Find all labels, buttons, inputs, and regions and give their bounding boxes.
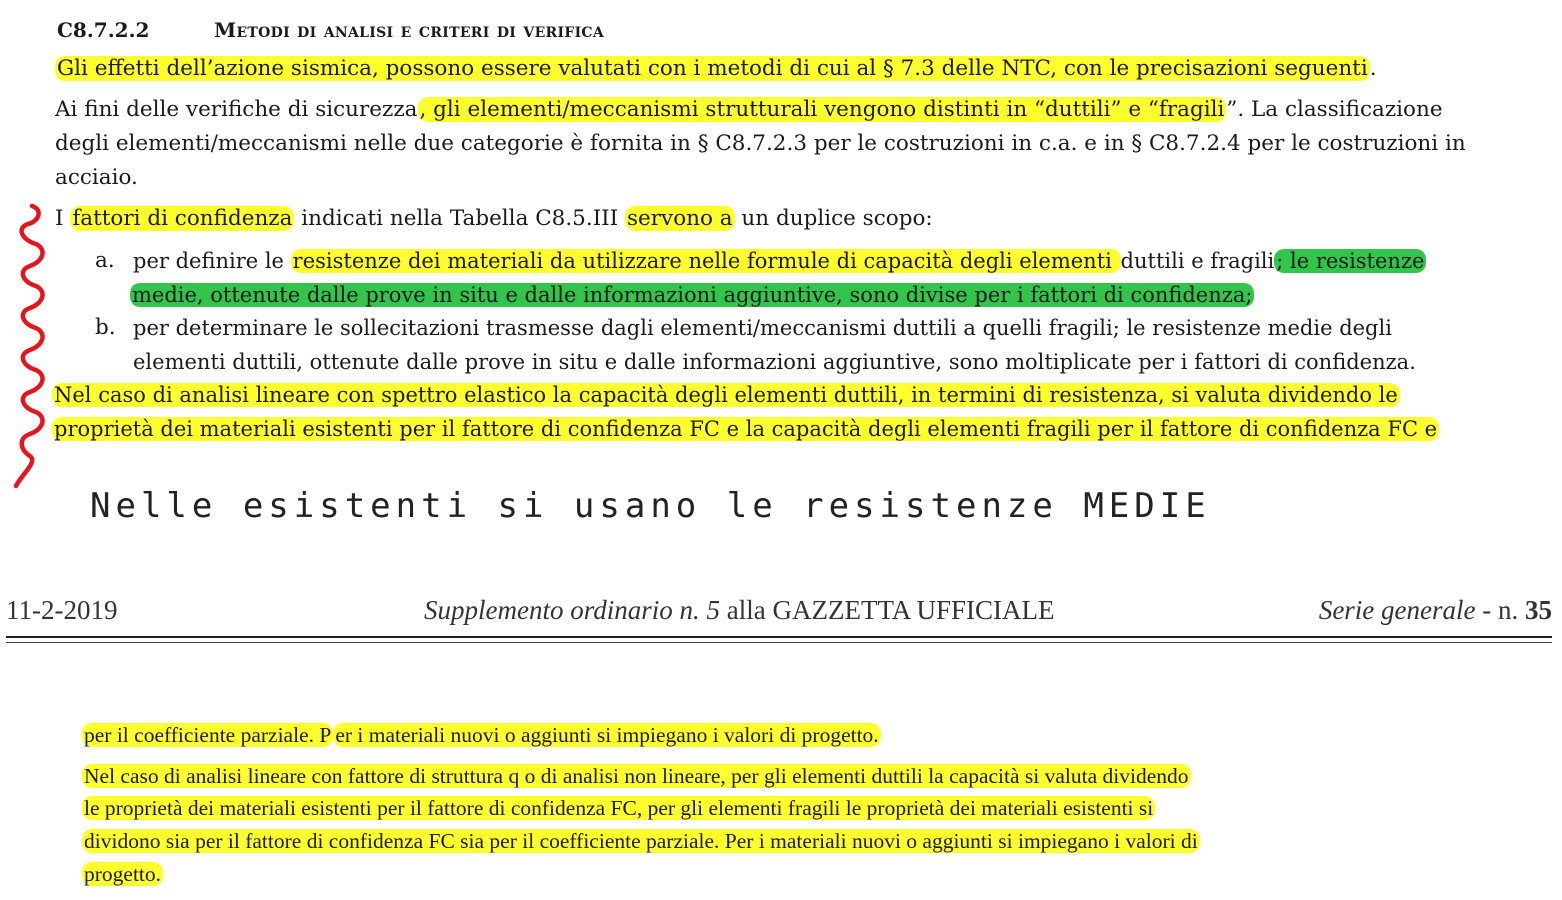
series-name: Serie generale (1318, 595, 1476, 625)
red-squiggle-annotation (8, 200, 58, 492)
publication-supplement: Supplemento ordinario n. 5 (424, 595, 720, 625)
highlight-yellow: le proprietà dei materiali esistenti per il fattore di confidenza FC, per gli elementi fragili le proprietà dei materiali esistenti si (84, 796, 1154, 820)
list-item-b-line-2: elementi duttili, ottenute dalle prove in situ e dalle informazioni aggiuntive, sono moltiplicate per i fattori di confidenza. (133, 350, 1416, 374)
footer-date: 11-2-2019 (6, 595, 118, 625)
highlight-yellow: er i materiali nuovi o aggiunti si impiegano i valori di progetto. (335, 723, 879, 747)
highlight-yellow: resistenze dei materiali da utilizzare nelle formule di capacità degli elementi (292, 249, 1119, 273)
list-item-a-line-1 (133, 244, 1426, 278)
text-span: duttili e fragili (1120, 249, 1275, 273)
page2-paragraph-line-3 (82, 825, 1200, 857)
text-span: Ai fini delle verifiche di sicurezza (55, 97, 418, 122)
text-span: indicati nella Tabella C8.5.III (294, 206, 626, 231)
annotation-note: Nelle esistenti si usano le resistenze MEDIE (90, 486, 1211, 526)
footer-rule-thick (6, 636, 1552, 638)
section-title: Metodi di analisi e criteri di verifica (214, 18, 605, 42)
highlight-yellow: proprietà dei materiali esistenti per il fattore di confidenza FC e la capacità degli elementi fragili per il fattore di confidenza FC e (54, 417, 1438, 441)
paragraph-2-line-3: acciaio. (55, 165, 138, 190)
text-span: I (55, 206, 71, 231)
paragraph-3 (55, 202, 933, 236)
series-number: 35 (1525, 595, 1552, 625)
footer-series (1319, 595, 1552, 626)
paragraph-1-end: . (1369, 56, 1377, 81)
page2-line-1 (82, 719, 881, 751)
section-number: C8.7.2.2 (57, 18, 150, 42)
publication-name: alla GAZZETTA UFFICIALE (720, 595, 1055, 625)
highlight-yellow: , gli elementi/meccanismi strutturali vengono distinti in “duttili” e “fragili (419, 97, 1225, 122)
paragraph-4-line-2 (52, 412, 1439, 446)
page2-paragraph-line-4 (82, 858, 163, 890)
paragraph-1 (55, 52, 1377, 86)
highlight-yellow: dividono sia per il fattore di confidenza FC sia per il coefficiente parziale. Per i materiali nuovi o aggiunti si impiegano i valori di (84, 829, 1198, 853)
paragraph-4-line-1 (52, 378, 1400, 412)
paragraph-2-line-1 (55, 93, 1443, 127)
list-item-a-line-2 (130, 278, 1254, 312)
highlight-yellow: Gli effetti dell’azione sismica, possono essere valutati con i metodi di cui al § 7.3 delle NTC, con le precisazioni seguenti (57, 56, 1368, 81)
list-marker-b: b. (95, 315, 116, 340)
text-span: un duplice scopo: (734, 206, 933, 231)
list-item-b-line-1: per determinare le sollecitazioni trasmesse dagli elementi/meccanismi duttili a quelli fragili; le resistenze medie degli (133, 316, 1392, 340)
series-sep: - n. (1475, 595, 1525, 625)
highlight-yellow: progetto. (84, 862, 162, 886)
page2-paragraph-line-1 (82, 760, 1191, 792)
highlight-green: medie, ottenute dalle prove in situ e dalle informazioni aggiuntive, sono divise per i fattori di confidenza; (132, 283, 1253, 307)
highlight-yellow: servono a (627, 206, 733, 231)
page2-paragraph-line-2 (82, 792, 1155, 824)
highlight-yellow: fattori di confidenza (72, 206, 293, 231)
highlight-green: ; le resistenze (1276, 249, 1425, 273)
footer-rule-thin (6, 642, 1552, 643)
text-span: per definire le (133, 249, 291, 273)
footer-publication (424, 595, 1055, 626)
paragraph-2-line-2: degli elementi/meccanismi nelle due categorie è fornita in § C8.7.2.3 per le costruzioni in c.a. e in § C8.7.2.4 per le costruzioni in (55, 131, 1466, 156)
highlight-yellow: Nel caso di analisi lineare con fattore di struttura q o di analisi non lineare, per gli elementi duttili la capacità si valuta dividendo (84, 764, 1189, 788)
text-span: ”. La classificazione (1226, 97, 1443, 122)
highlight-yellow: per il coefficiente parziale. P (84, 723, 332, 747)
list-marker-a: a. (95, 248, 115, 273)
highlight-yellow: Nel caso di analisi lineare con spettro elastico la capacità degli elementi duttili, in termini di resistenza, si valuta dividendo le (54, 383, 1398, 407)
